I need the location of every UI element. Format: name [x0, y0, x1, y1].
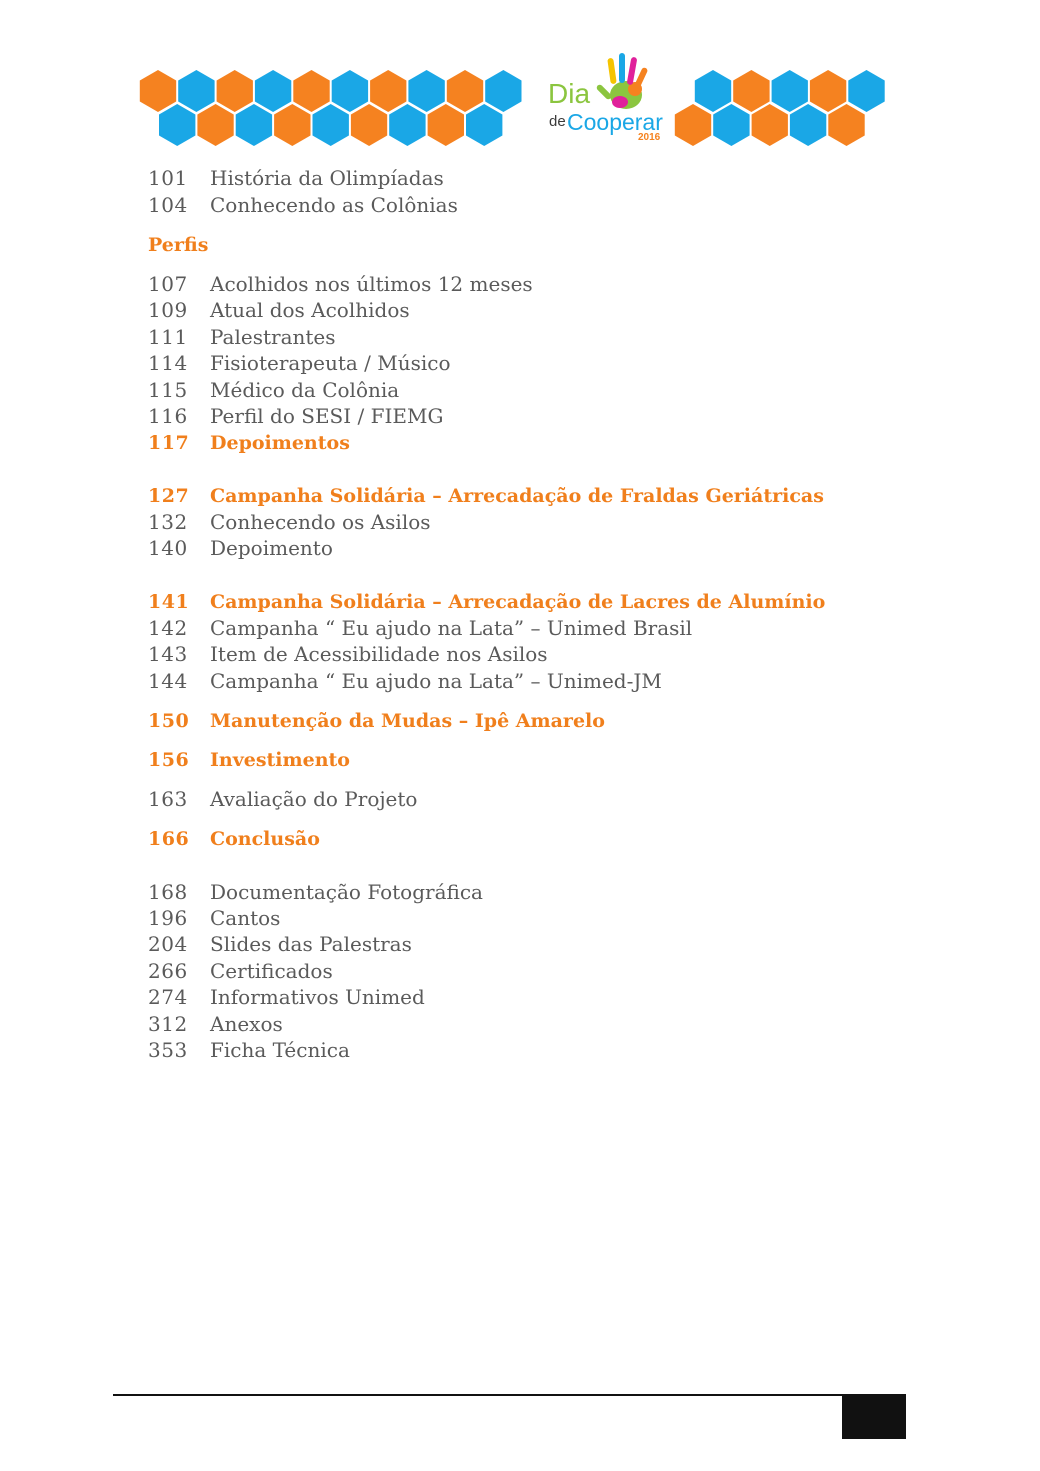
hexagon-shape	[140, 70, 176, 112]
hexagon-shape	[733, 70, 769, 112]
toc-title: Ficha Técnica	[210, 1038, 350, 1062]
toc-entry-campanha-lacres[interactable]	[148, 591, 825, 613]
toc-title: História da Olimpíadas	[210, 166, 444, 190]
toc-entry[interactable]	[148, 378, 399, 402]
toc-page-number: 116	[148, 404, 188, 428]
toc-title: Atual dos Acolhidos	[210, 298, 410, 322]
hexagon-shape	[332, 70, 368, 112]
hexagon-shape	[713, 104, 749, 146]
hexagon-shape	[772, 70, 808, 112]
hexagon-shape	[236, 104, 272, 146]
header-banner	[138, 45, 894, 147]
toc-page-number: 141	[148, 591, 190, 613]
toc-page-number: 132	[148, 510, 188, 534]
toc-title: Documentação Fotográfica	[210, 880, 483, 904]
hexagon-shape	[408, 70, 444, 112]
hexagon-shape	[695, 70, 731, 112]
toc-page-number: 168	[148, 880, 188, 904]
toc-page-number: 163	[148, 787, 188, 811]
toc-page-number: 204	[148, 932, 188, 956]
toc-page-number: 266	[148, 959, 188, 983]
hexagon-shape	[293, 70, 329, 112]
toc-entry[interactable]	[148, 166, 444, 190]
toc-entry[interactable]	[148, 404, 443, 428]
toc-title: Conhecendo as Colônias	[210, 193, 458, 217]
toc-page-number: 143	[148, 642, 188, 666]
toc-entry[interactable]	[148, 193, 458, 217]
toc-entry-manutencao[interactable]	[148, 710, 605, 732]
toc-page-number: 109	[148, 298, 188, 322]
toc-title: Campanha Solidária – Arrecadação de Fraldas Geriátricas	[210, 485, 824, 507]
toc-entry-investimento[interactable]	[148, 749, 350, 771]
logo-word-de: de	[549, 113, 566, 130]
hexagon-shape	[313, 104, 349, 146]
hexagon-shape	[485, 70, 521, 112]
toc-entry-avaliacao[interactable]	[148, 787, 417, 811]
toc-page-number: 156	[148, 749, 190, 771]
toc-entry[interactable]	[148, 272, 533, 296]
painted-hand-icon	[596, 53, 649, 109]
toc-entry[interactable]	[148, 536, 333, 560]
toc-page-number: 353	[148, 1038, 188, 1062]
toc-page-number: 111	[148, 325, 188, 349]
logo-year: 2016	[638, 132, 661, 143]
hexagon-pattern-right	[675, 70, 885, 146]
toc-title: Cantos	[210, 906, 281, 930]
footer-rule	[113, 1394, 906, 1396]
toc-page-number: 117	[148, 432, 190, 454]
hexagon-pattern-left	[140, 70, 522, 146]
hexagon-shape	[274, 104, 310, 146]
toc-page-number: 127	[148, 485, 190, 507]
toc-title: Campanha “ Eu ajudo na Lata” – Unimed-JM	[210, 669, 662, 693]
toc-entry[interactable]	[148, 669, 662, 693]
toc-page-number: 144	[148, 669, 188, 693]
toc-title: Depoimento	[210, 536, 333, 560]
toc-title: Palestrantes	[210, 325, 336, 349]
hexagon-shape	[370, 70, 406, 112]
toc-entry[interactable]	[148, 325, 336, 349]
hexagon-shape	[447, 70, 483, 112]
toc-page-number: 312	[148, 1012, 188, 1036]
toc-page-number: 140	[148, 536, 188, 560]
toc-page-number: 107	[148, 272, 188, 296]
hexagon-shape	[197, 104, 233, 146]
toc-title: Anexos	[210, 1012, 283, 1036]
toc-page-number: 104	[148, 193, 188, 217]
toc-entry[interactable]	[148, 510, 431, 534]
toc-page-number: 166	[148, 828, 190, 850]
hexagon-shape	[790, 104, 826, 146]
toc-page-number: 142	[148, 616, 188, 640]
hexagon-shape	[351, 104, 387, 146]
toc-entry-campanha-fraldas[interactable]	[148, 485, 824, 507]
toc-page-number: 150	[148, 710, 190, 732]
hexagon-shape	[389, 104, 425, 146]
toc-entry[interactable]	[148, 906, 280, 930]
toc-title: Fisioterapeuta / Músico	[210, 351, 451, 375]
toc-title: Avaliação do Projeto	[210, 787, 418, 811]
logo-word-cooperar: Cooperar	[567, 109, 663, 135]
toc-entry[interactable]	[148, 298, 410, 322]
toc-page-number: 114	[148, 351, 188, 375]
toc-title: Slides das Palestras	[210, 932, 412, 956]
toc-entry[interactable]	[148, 959, 333, 983]
hexagon-shape	[255, 70, 291, 112]
toc-entry[interactable]	[148, 642, 548, 666]
hexagon-shape	[675, 104, 711, 146]
dia-de-cooperar-logo	[548, 53, 663, 143]
toc-page-number: 274	[148, 985, 188, 1009]
toc-title: Médico da Colônia	[210, 378, 400, 402]
toc-title: Campanha Solidária – Arrecadação de Lacres de Alumínio	[210, 591, 826, 613]
toc-title: Item de Acessibilidade nos Asilos	[210, 642, 548, 666]
toc-title: Certificados	[210, 959, 333, 983]
page-number-box	[842, 1396, 906, 1439]
toc-entry[interactable]	[148, 932, 412, 956]
toc-page-number: 101	[148, 166, 188, 190]
toc-title: Perfil do SESI / FIEMG	[210, 404, 444, 428]
hexagon-shape	[466, 104, 502, 146]
hexagon-shape	[217, 70, 253, 112]
toc-title: Acolhidos nos últimos 12 meses	[210, 272, 533, 296]
section-heading-perfis: Perfis	[148, 234, 209, 256]
toc-entry[interactable]	[148, 351, 451, 375]
logo-word-dia: Dia	[548, 78, 591, 109]
toc-entry-depoimentos[interactable]	[148, 432, 350, 454]
toc-title: Investimento	[210, 749, 350, 771]
hexagon-shape	[752, 104, 788, 146]
toc-title: Manutenção da Mudas – Ipê Amarelo	[210, 710, 605, 732]
toc-title: Depoimentos	[210, 432, 350, 454]
toc-entry[interactable]	[148, 1038, 350, 1062]
hexagon-shape	[828, 104, 864, 146]
toc-page-number: 115	[148, 378, 188, 402]
hexagon-shape	[428, 104, 464, 146]
hexagon-shape	[159, 104, 195, 146]
toc-title: Conclusão	[210, 828, 320, 850]
toc-title: Conhecendo os Asilos	[210, 510, 431, 534]
toc-page-number: 196	[148, 906, 188, 930]
toc-entry[interactable]	[148, 1012, 283, 1036]
toc-entry[interactable]	[148, 985, 425, 1009]
toc-entry[interactable]	[148, 616, 692, 640]
hexagon-shape	[848, 70, 884, 112]
hexagon-shape	[178, 70, 214, 112]
toc-entry[interactable]	[148, 880, 483, 904]
toc-entry-conclusao[interactable]	[148, 828, 320, 850]
hexagon-shape	[810, 70, 846, 112]
toc-title: Informativos Unimed	[210, 985, 425, 1009]
toc-title: Campanha “ Eu ajudo na Lata” – Unimed Brasil	[210, 616, 693, 640]
